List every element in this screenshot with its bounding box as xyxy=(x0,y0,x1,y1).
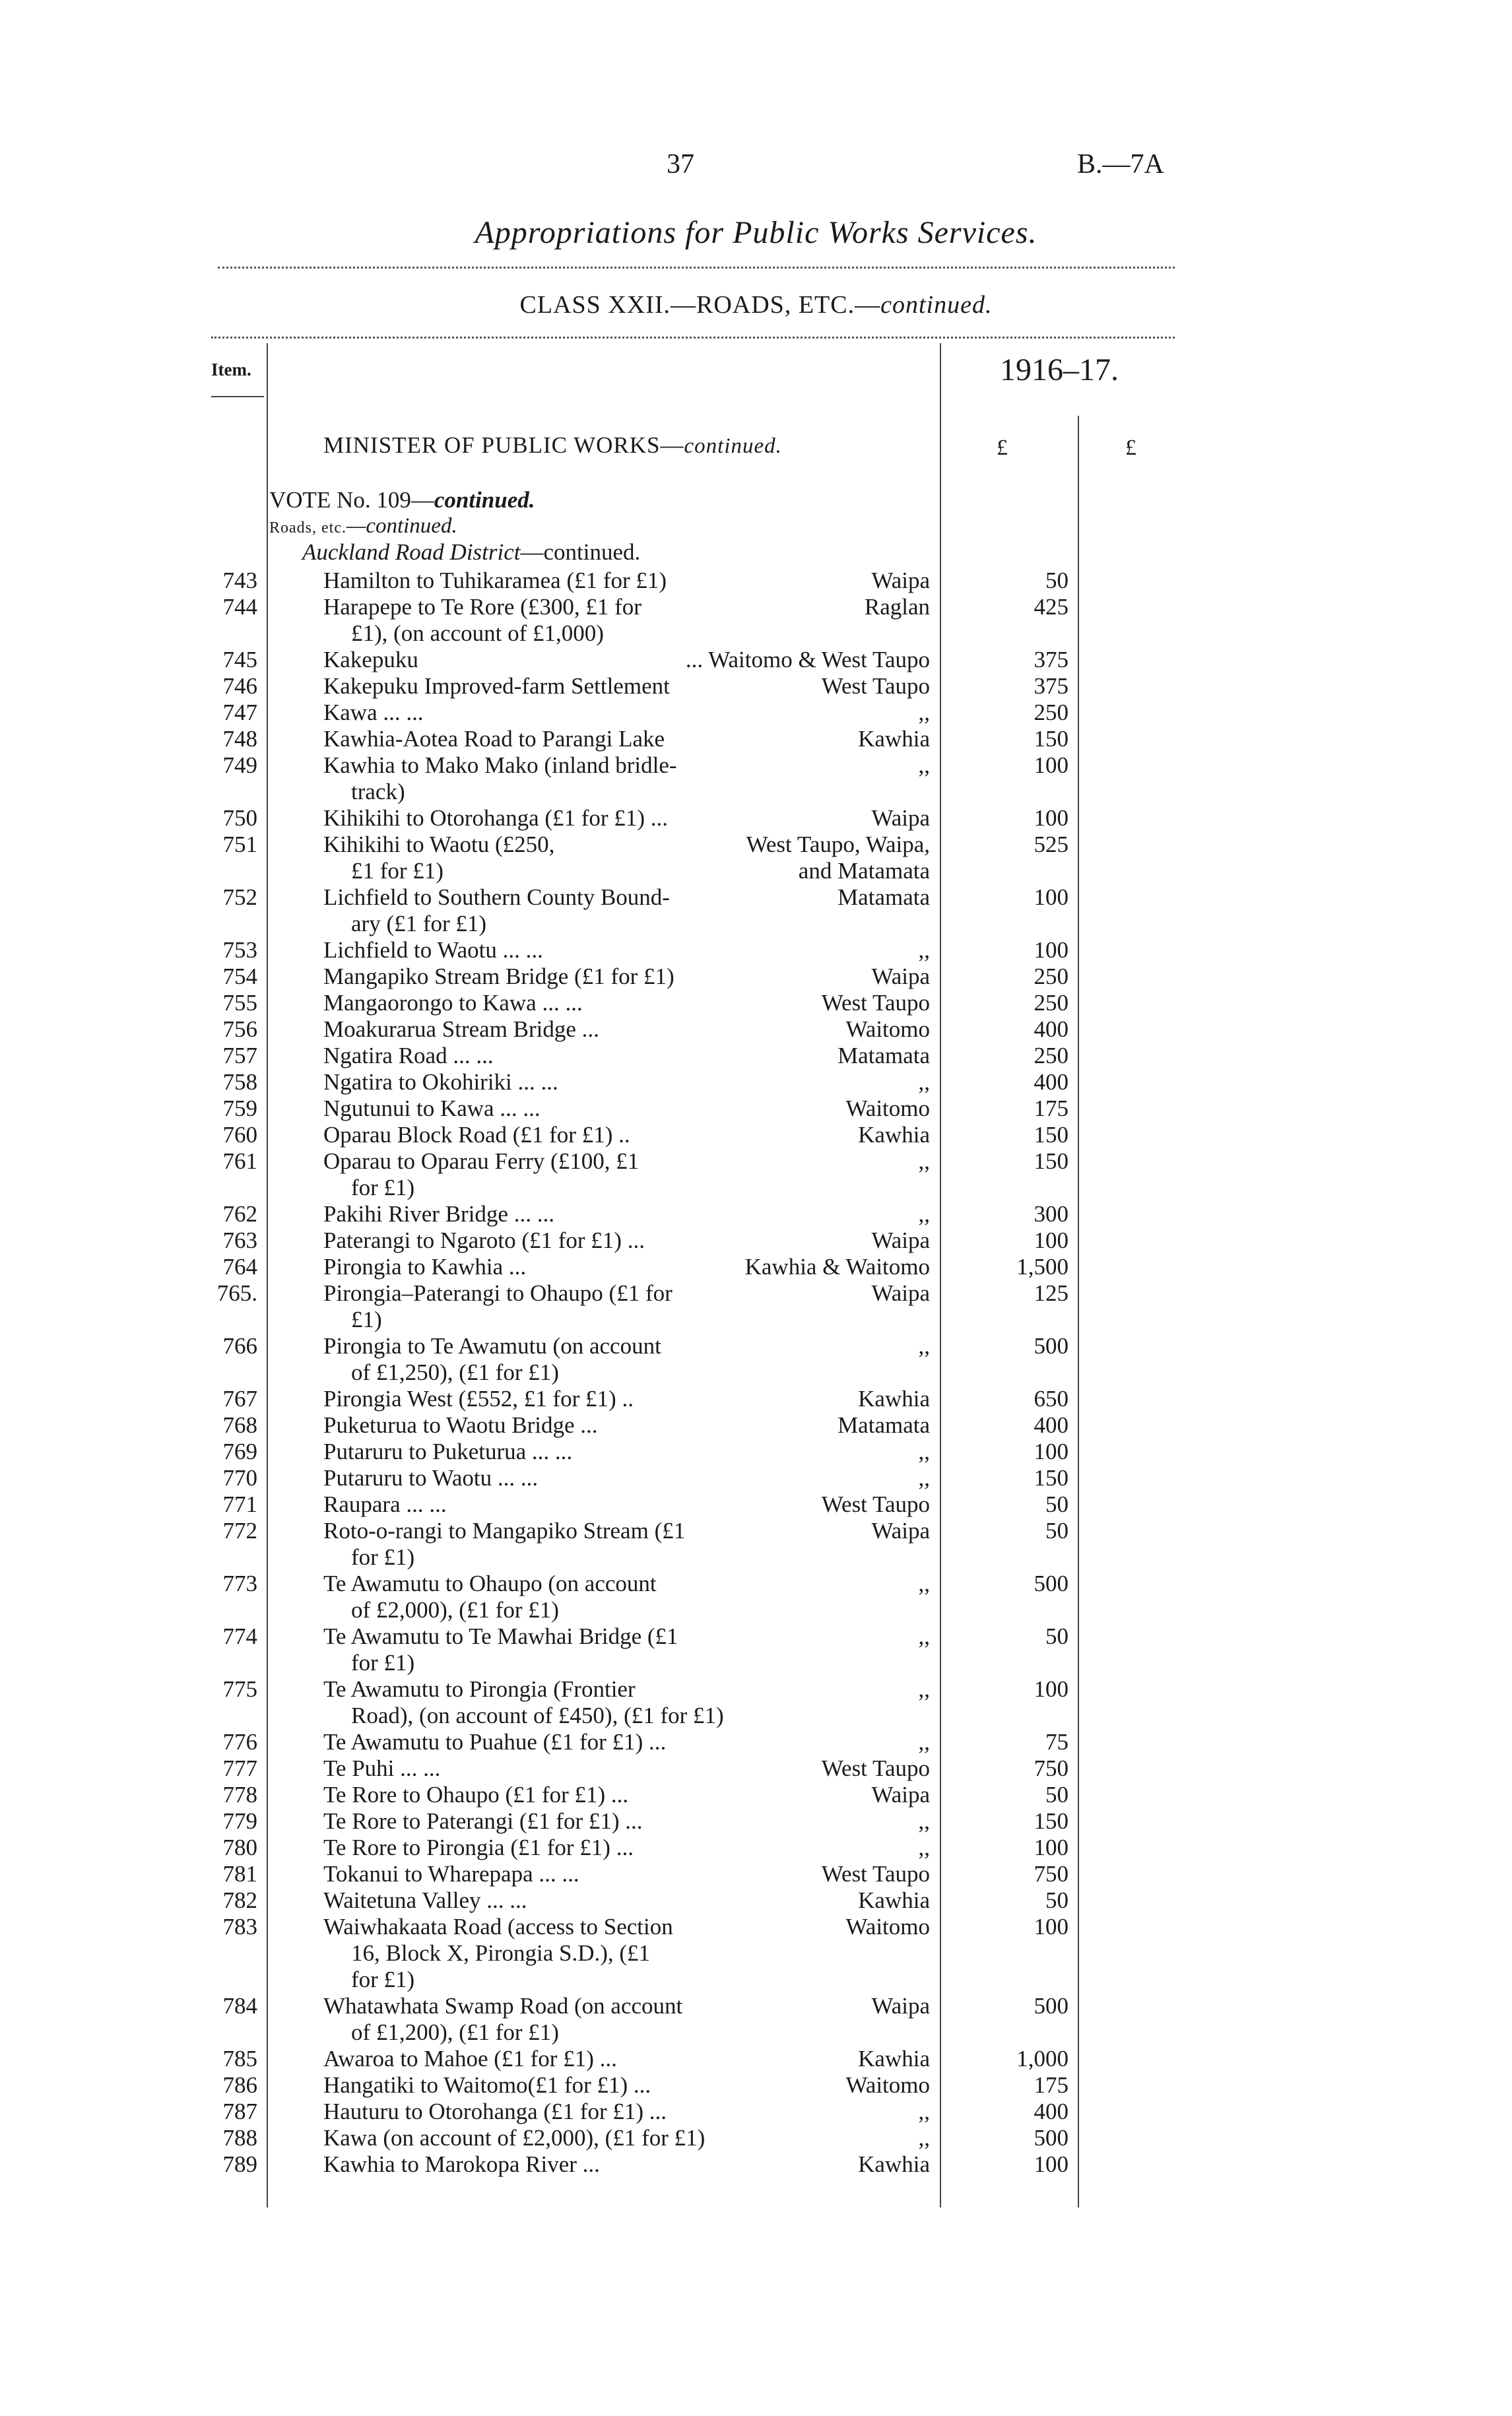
item-amount: 750 xyxy=(1034,1861,1068,1887)
item-district: West Taupo xyxy=(821,990,930,1016)
item-number: 751 xyxy=(222,832,257,857)
item-district: ,, xyxy=(918,1835,930,1860)
item-description: Hangatiki to Waitomo(£1 for £1) ... xyxy=(323,2072,651,2098)
item-amount: 100 xyxy=(1034,884,1068,910)
table-row xyxy=(0,1782,1512,1808)
item-district: Waitomo xyxy=(845,1914,930,1940)
item-amount: 150 xyxy=(1034,1465,1068,1491)
item-district: Waitomo xyxy=(845,2072,930,2098)
table-row xyxy=(0,1518,1512,1570)
item-column-header: Item. xyxy=(211,360,251,379)
table-row xyxy=(0,2125,1512,2151)
item-district: ,, xyxy=(918,1333,930,1359)
item-amount: 650 xyxy=(1034,1386,1068,1412)
item-number: 789 xyxy=(222,2151,257,2177)
class-heading xyxy=(0,290,1512,319)
item-description: Te Awamutu to Pirongia (Frontier xyxy=(323,1676,636,1702)
item-number: 768 xyxy=(222,1412,257,1438)
item-district: ,, xyxy=(918,1623,930,1649)
item-district: ,, xyxy=(918,2099,930,2124)
item-description-continued: £1), (on account of £1,000) xyxy=(351,620,604,646)
item-number: 780 xyxy=(222,1835,257,1860)
item-amount: 150 xyxy=(1034,1122,1068,1148)
item-district: Kawhia xyxy=(858,1887,930,1913)
item-description: Mangaorongo to Kawa ... ... xyxy=(323,990,583,1016)
table-row xyxy=(0,1623,1512,1676)
item-amount: 525 xyxy=(1034,832,1068,857)
item-description-continued: of £2,000), (£1 for £1) xyxy=(351,1597,559,1623)
item-description: Pirongia West (£552, £1 for £1) .. xyxy=(323,1386,634,1412)
table-row xyxy=(0,1386,1512,1412)
item-amount: 500 xyxy=(1034,1571,1068,1596)
item-description: Te Awamutu to Te Mawhai Bridge (£1 xyxy=(323,1623,678,1649)
item-number: 766 xyxy=(222,1333,257,1359)
item-district: Kawhia xyxy=(858,1122,930,1148)
page-title: Appropriations for Public Works Services. xyxy=(475,215,1037,250)
roads-subheading-text: Roads, etc. xyxy=(269,519,346,537)
item-district: Waitomo xyxy=(845,1016,930,1042)
item-amount: 400 xyxy=(1034,1069,1068,1095)
item-district: Waipa xyxy=(871,1280,930,1306)
table-row xyxy=(0,1861,1512,1887)
item-number: 782 xyxy=(222,1887,257,1913)
item-description: Oparau Block Road (£1 for £1) .. xyxy=(323,1122,630,1148)
item-description: Ngatira Road ... ... xyxy=(323,1043,494,1068)
table-row xyxy=(0,990,1512,1016)
item-amount: 250 xyxy=(1034,990,1068,1016)
item-description: Kawa ... ... xyxy=(323,700,424,725)
item-district: Waipa xyxy=(871,1993,930,2019)
item-amount: 100 xyxy=(1034,1835,1068,1860)
item-amount: 300 xyxy=(1034,1201,1068,1227)
item-district: ,, xyxy=(918,1465,930,1491)
item-description: Waitetuna Valley ... ... xyxy=(323,1887,527,1913)
item-description-continued: of £1,200), (£1 for £1) xyxy=(351,2019,559,2045)
item-number: 749 xyxy=(222,752,257,778)
class-divider xyxy=(211,337,1175,339)
item-amount: 375 xyxy=(1034,673,1068,699)
item-number: 785 xyxy=(222,2046,257,2072)
table-row xyxy=(0,2072,1512,2099)
item-description-continued: for £1) xyxy=(351,1544,415,1570)
item-number: 746 xyxy=(222,673,257,699)
item-description-continued: 16, Block X, Pirongia S.D.), (£1 xyxy=(351,1940,651,1966)
item-description: Kihikihi to Otorohanga (£1 for £1) ... xyxy=(323,805,668,831)
item-amount: 100 xyxy=(1034,1227,1068,1253)
item-district: West Taupo xyxy=(821,1491,930,1517)
item-district: ,, xyxy=(918,1069,930,1095)
item-description: Kihikihi to Waotu (£250, xyxy=(323,832,555,857)
item-amount: 150 xyxy=(1034,1148,1068,1174)
item-description: Lichfield to Waotu ... ... xyxy=(323,937,543,963)
item-amount: 50 xyxy=(1045,1623,1068,1649)
item-description: Paterangi to Ngaroto (£1 for £1) ... xyxy=(323,1227,645,1253)
item-number: 750 xyxy=(222,805,257,831)
item-amount: 100 xyxy=(1034,1439,1068,1464)
item-description-continued: Road), (on account of £450), (£1 for £1) xyxy=(351,1703,724,1728)
item-amount: 100 xyxy=(1034,1676,1068,1702)
item-number: 760 xyxy=(222,1122,257,1148)
item-district: ,, xyxy=(918,937,930,963)
item-number: 758 xyxy=(222,1069,257,1095)
item-number: 764 xyxy=(222,1254,257,1280)
item-description: Kawhia to Marokopa River ... xyxy=(323,2151,600,2177)
item-number: 787 xyxy=(222,2099,257,2124)
table-row xyxy=(0,1755,1512,1782)
item-description: Kawhia-Aotea Road to Parangi Lake xyxy=(323,726,665,752)
table-row xyxy=(0,1465,1512,1491)
item-district-continued: and Matamata xyxy=(798,858,930,884)
item-number: 753 xyxy=(222,937,257,963)
item-description-continued: ary (£1 for £1) xyxy=(351,911,487,936)
title-divider xyxy=(218,267,1175,269)
item-district: Waipa xyxy=(871,568,930,593)
table-row xyxy=(0,1280,1512,1332)
item-number: 754 xyxy=(222,963,257,989)
item-number: 784 xyxy=(222,1993,257,2019)
item-district: Raglan xyxy=(864,594,930,620)
item-description: Tokanui to Wharepapa ... ... xyxy=(323,1861,579,1887)
item-district: ,, xyxy=(918,1808,930,1834)
item-description: Kawhia to Mako Mako (inland bridle- xyxy=(323,752,677,778)
district-heading xyxy=(302,539,640,566)
table-row xyxy=(0,1095,1512,1122)
item-district: West Taupo xyxy=(821,673,930,699)
minister-heading xyxy=(323,432,782,459)
item-description: Te Rore to Pirongia (£1 for £1) ... xyxy=(323,1835,634,1860)
item-number: 757 xyxy=(222,1043,257,1068)
item-amount: 50 xyxy=(1045,1782,1068,1808)
item-description: Te Awamutu to Puahue (£1 for £1) ... xyxy=(323,1729,667,1755)
item-description-continued: £1) xyxy=(351,1307,382,1332)
item-district: ,, xyxy=(918,1439,930,1464)
table-row xyxy=(0,963,1512,990)
table-row xyxy=(0,1887,1512,1914)
item-district: ,, xyxy=(918,1201,930,1227)
item-number: 773 xyxy=(222,1571,257,1596)
item-number: 769 xyxy=(222,1439,257,1464)
item-number: 755 xyxy=(222,990,257,1016)
item-district: Kawhia xyxy=(858,2046,930,2072)
item-description: Lichfield to Southern County Bound- xyxy=(323,884,670,910)
table-row xyxy=(0,884,1512,936)
vote-heading-text: VOTE No. 109— xyxy=(269,487,434,513)
table-row xyxy=(0,1993,1512,2045)
pound-sign-2: £ xyxy=(1125,436,1136,460)
document-reference: B.—7A xyxy=(1077,149,1164,180)
item-description: Te Rore to Ohaupo (£1 for £1) ... xyxy=(323,1782,629,1808)
item-amount: 150 xyxy=(1034,726,1068,752)
item-description: Harapepe to Te Rore (£300, £1 for xyxy=(323,594,641,620)
item-district: Kawhia xyxy=(858,726,930,752)
item-district: Matamata xyxy=(838,1412,930,1438)
item-number: 759 xyxy=(222,1095,257,1121)
table-row xyxy=(0,594,1512,646)
item-description-continued: £1 for £1) xyxy=(351,858,444,884)
item-district: Waitomo xyxy=(845,1095,930,1121)
table-row xyxy=(0,1835,1512,1861)
table-row xyxy=(0,1333,1512,1385)
item-description: Oparau to Oparau Ferry (£100, £1 xyxy=(323,1148,640,1174)
item-description: Mangapiko Stream Bridge (£1 for £1) xyxy=(323,963,674,989)
item-district: West Taupo xyxy=(821,1755,930,1781)
item-description: Hauturu to Otorohanga (£1 for £1) ... xyxy=(323,2099,667,2124)
item-description-continued: for £1) xyxy=(351,1175,415,1200)
item-description: Putaruru to Puketurua ... ... xyxy=(323,1439,573,1464)
item-amount: 250 xyxy=(1034,963,1068,989)
table-row xyxy=(0,1227,1512,1254)
item-amount: 100 xyxy=(1034,752,1068,778)
item-amount: 425 xyxy=(1034,594,1068,620)
item-amount: 175 xyxy=(1034,2072,1068,2098)
item-district: ,, xyxy=(918,700,930,725)
table-row xyxy=(0,1808,1512,1835)
item-description: Ngatira to Okohiriki ... ... xyxy=(323,1069,558,1095)
item-amount: 500 xyxy=(1034,1993,1068,2019)
table-row xyxy=(0,1439,1512,1465)
item-description: Moakurarua Stream Bridge ... xyxy=(323,1016,599,1042)
item-header-underline xyxy=(211,396,264,397)
item-district: ,, xyxy=(918,1729,930,1755)
item-number: 772 xyxy=(222,1518,257,1544)
roads-subheading-continued: —continued. xyxy=(346,514,457,538)
item-district: Kawhia xyxy=(858,2151,930,2177)
item-number: 743 xyxy=(222,568,257,593)
item-number: 745 xyxy=(222,647,257,672)
item-amount: 50 xyxy=(1045,1887,1068,1913)
item-description: Kakepuku Improved-farm Settlement xyxy=(323,673,670,699)
item-district: Waipa xyxy=(871,1518,930,1544)
item-description: Awaroa to Mahoe (£1 for £1) ... xyxy=(323,2046,617,2072)
item-number: 778 xyxy=(222,1782,257,1808)
item-amount: 100 xyxy=(1034,2151,1068,2177)
table-row xyxy=(0,1148,1512,1200)
item-amount: 125 xyxy=(1034,1280,1068,1306)
item-number: 763 xyxy=(222,1227,257,1253)
item-number: 752 xyxy=(222,884,257,910)
item-amount: 100 xyxy=(1034,937,1068,963)
item-district: ,, xyxy=(918,1676,930,1702)
item-district: Matamata xyxy=(838,1043,930,1068)
item-amount: 250 xyxy=(1034,700,1068,725)
item-description: Te Puhi ... ... xyxy=(323,1755,441,1781)
item-district: Waipa xyxy=(871,963,930,989)
item-description: Pirongia to Kawhia ... xyxy=(323,1254,527,1280)
item-amount: 500 xyxy=(1034,2125,1068,2151)
item-amount: 400 xyxy=(1034,1412,1068,1438)
item-amount: 1,000 xyxy=(1016,2046,1068,2072)
item-description: Whatawhata Swamp Road (on account xyxy=(323,1993,683,2019)
table-row xyxy=(0,805,1512,832)
item-district: ,, xyxy=(918,1571,930,1596)
item-district: ,, xyxy=(918,2125,930,2151)
item-description: Pirongia to Te Awamutu (on account xyxy=(323,1333,661,1359)
table-row xyxy=(0,700,1512,726)
item-amount: 375 xyxy=(1034,647,1068,672)
item-number: 783 xyxy=(222,1914,257,1940)
item-description: Hamilton to Tuhikaramea (£1 for £1) xyxy=(323,568,667,593)
vote-heading-continued: continued. xyxy=(434,487,535,513)
item-description-continued: for £1) xyxy=(351,1967,415,1992)
district-heading-continued: —continued. xyxy=(520,539,641,565)
table-row xyxy=(0,2099,1512,2125)
district-heading-text: Auckland Road District xyxy=(302,539,521,565)
item-number: 747 xyxy=(222,700,257,725)
item-description: Raupara ... ... xyxy=(323,1491,447,1517)
table-row xyxy=(0,1676,1512,1728)
item-description: Te Rore to Paterangi (£1 for £1) ... xyxy=(323,1808,643,1834)
item-description-continued: of £1,250), (£1 for £1) xyxy=(351,1359,559,1385)
item-number: 770 xyxy=(222,1465,257,1491)
item-description: Roto-o-rangi to Mangapiko Stream (£1 xyxy=(323,1518,686,1544)
item-number: 788 xyxy=(222,2125,257,2151)
item-amount: 400 xyxy=(1034,1016,1068,1042)
table-row xyxy=(0,1122,1512,1148)
table-row xyxy=(0,832,1512,884)
item-number: 767 xyxy=(222,1386,257,1412)
table-row xyxy=(0,673,1512,700)
item-district: West Taupo xyxy=(821,1861,930,1887)
table-row xyxy=(0,1412,1512,1439)
item-number: 744 xyxy=(222,594,257,620)
item-amount: 50 xyxy=(1045,1491,1068,1517)
table-row xyxy=(0,726,1512,752)
item-district: West Taupo, Waipa, xyxy=(746,832,930,857)
vote-heading xyxy=(269,487,535,513)
item-district: ,, xyxy=(918,1148,930,1174)
item-amount: 150 xyxy=(1034,1808,1068,1834)
item-number: 771 xyxy=(222,1491,257,1517)
table-row xyxy=(0,1069,1512,1095)
item-number: 777 xyxy=(222,1755,257,1781)
item-number: 776 xyxy=(222,1729,257,1755)
item-amount: 1,500 xyxy=(1016,1254,1068,1280)
item-description-continued: for £1) xyxy=(351,1650,415,1676)
item-description: Pirongia–Paterangi to Ohaupo (£1 for xyxy=(323,1280,673,1306)
pound-sign-1: £ xyxy=(997,436,1008,460)
item-amount: 250 xyxy=(1034,1043,1068,1068)
table-row xyxy=(0,2151,1512,2178)
item-amount: 75 xyxy=(1045,1729,1068,1755)
table-row xyxy=(0,937,1512,963)
item-description: Puketurua to Waotu Bridge ... xyxy=(323,1412,598,1438)
table-row xyxy=(0,1016,1512,1043)
year-column-header: 1916–17. xyxy=(1000,352,1119,387)
item-description: Kawa (on account of £2,000), (£1 for £1) xyxy=(323,2125,706,2151)
table-row xyxy=(0,647,1512,673)
table-row xyxy=(0,1729,1512,1755)
table-row xyxy=(0,2046,1512,2072)
item-amount: 750 xyxy=(1034,1755,1068,1781)
item-description: Pakihi River Bridge ... ... xyxy=(323,1201,554,1227)
item-amount: 100 xyxy=(1034,1914,1068,1940)
item-number: 762 xyxy=(222,1201,257,1227)
item-amount: 175 xyxy=(1034,1095,1068,1121)
table-row xyxy=(0,752,1512,804)
table-row xyxy=(0,1201,1512,1227)
table-row xyxy=(0,1491,1512,1518)
item-district: Kawhia xyxy=(858,1386,930,1412)
table-row xyxy=(0,1254,1512,1280)
item-number: 748 xyxy=(222,726,257,752)
item-amount: 400 xyxy=(1034,2099,1068,2124)
minister-heading-text: MINISTER OF PUBLIC WORKS— xyxy=(323,432,684,458)
item-district: Matamata xyxy=(838,884,930,910)
item-description: Putaruru to Waotu ... ... xyxy=(323,1465,539,1491)
item-number: 786 xyxy=(222,2072,257,2098)
item-number: 761 xyxy=(222,1148,257,1174)
item-description: Waiwhakaata Road (access to Section xyxy=(323,1914,673,1940)
item-number: 774 xyxy=(222,1623,257,1649)
item-amount: 500 xyxy=(1034,1333,1068,1359)
minister-heading-continued: continued. xyxy=(684,434,782,458)
table-row xyxy=(0,1571,1512,1623)
table-row xyxy=(0,1914,1512,1992)
item-amount: 50 xyxy=(1045,568,1068,593)
item-amount: 50 xyxy=(1045,1518,1068,1544)
item-description-continued: track) xyxy=(351,779,405,804)
item-district: Waipa xyxy=(871,805,930,831)
item-district: ,, xyxy=(918,752,930,778)
item-district: Waipa xyxy=(871,1782,930,1808)
item-number: 765. xyxy=(216,1280,257,1306)
item-district: Kawhia & Waitomo xyxy=(744,1254,930,1280)
table-row xyxy=(0,1043,1512,1069)
item-description: Kakepuku xyxy=(323,647,418,672)
item-number: 756 xyxy=(222,1016,257,1042)
item-description: Te Awamutu to Ohaupo (on account xyxy=(323,1571,657,1596)
item-number: 779 xyxy=(222,1808,257,1834)
item-number: 775 xyxy=(222,1676,257,1702)
item-district: Waipa xyxy=(871,1227,930,1253)
item-number: 781 xyxy=(222,1861,257,1887)
class-heading-text: CLASS XXII.—ROADS, ETC.— xyxy=(519,291,881,319)
item-district: ... Waitomo & West Taupo xyxy=(685,647,930,672)
class-heading-continued: continued. xyxy=(880,291,993,319)
item-description: Ngutunui to Kawa ... ... xyxy=(323,1095,541,1121)
table-row xyxy=(0,568,1512,594)
page-number: 37 xyxy=(667,149,694,180)
roads-subheading xyxy=(269,514,457,539)
item-amount: 100 xyxy=(1034,805,1068,831)
